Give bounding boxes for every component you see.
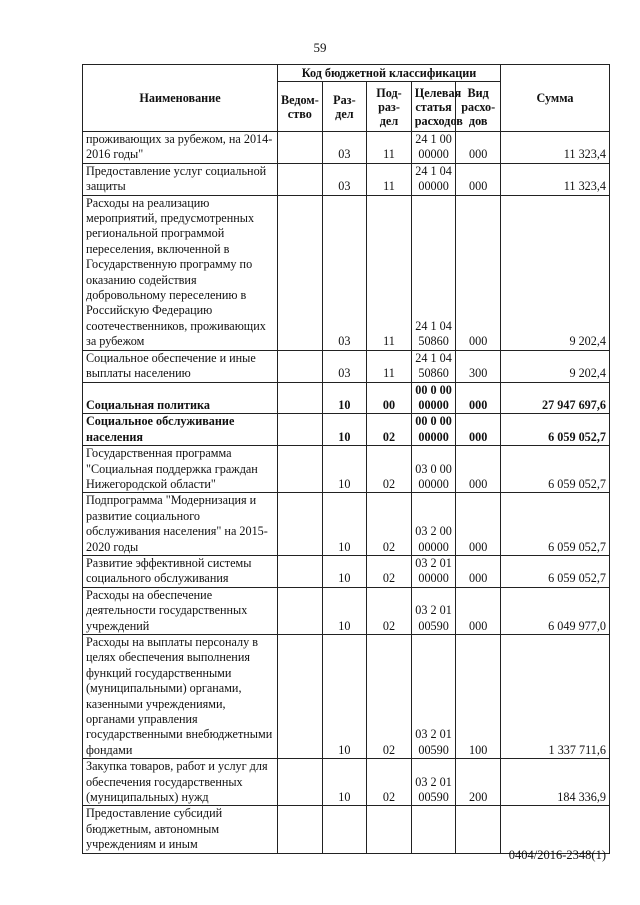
- cell-podrazdel: 02: [367, 493, 412, 556]
- cell-podrazdel: 11: [367, 350, 412, 382]
- cell-name: Социальное обслуживание населения: [83, 414, 278, 446]
- cell-target-article: 03 2 01 00590: [411, 635, 456, 759]
- cell-sum: 9 202,4: [501, 195, 610, 350]
- cell-name: Социальное обеспечение и иные выплаты населению: [83, 350, 278, 382]
- table-row: [83, 587, 610, 634]
- cell-vedomstvo: [278, 555, 323, 587]
- cell-expense-type: 300: [456, 350, 501, 382]
- cell-name: Предоставление услуг социальной защиты: [83, 163, 278, 195]
- cell-vedomstvo: [278, 493, 323, 556]
- cell-vedomstvo: [278, 806, 323, 853]
- cell-sum: 27 947 697,6: [501, 382, 610, 414]
- cell-sum: 184 336,9: [501, 759, 610, 806]
- cell-podrazdel: 00: [367, 382, 412, 414]
- cell-razdel: [322, 806, 367, 853]
- cell-expense-type: 000: [456, 163, 501, 195]
- cell-target-article: 03 2 01 00590: [411, 759, 456, 806]
- header-row-1: [83, 65, 610, 82]
- cell-sum: 11 323,4: [501, 163, 610, 195]
- header-sum: Сумма: [501, 65, 610, 132]
- cell-name: Предоставление субсидий бюджетным, автономным учреждениям и иным: [83, 806, 278, 853]
- cell-podrazdel: 11: [367, 132, 412, 164]
- cell-target-article: 03 2 01 00590: [411, 587, 456, 634]
- header-expense-type: Вид расхо-дов: [456, 82, 501, 132]
- table-row: [83, 195, 610, 350]
- cell-name: Закупка товаров, работ и услуг для обеспечения государственных (муниципальных) нужд: [83, 759, 278, 806]
- header-razdel: Раз-дел: [322, 82, 367, 132]
- cell-sum: 6 059 052,7: [501, 446, 610, 493]
- cell-target-article: 00 0 00 00000: [411, 414, 456, 446]
- cell-target-article: 00 0 00 00000: [411, 382, 456, 414]
- cell-sum: 6 049 977,0: [501, 587, 610, 634]
- cell-name: Расходы на реализацию мероприятий, предусмотренных региональной программой переселения, включенной в Государственную программу по оказанию содействия добровольному переселению в Российскую Федерацию соотечественников, проживающих за рубежом: [83, 195, 278, 350]
- cell-expense-type: 000: [456, 195, 501, 350]
- cell-sum: 6 059 052,7: [501, 414, 610, 446]
- cell-expense-type: 000: [456, 414, 501, 446]
- table-row: [83, 163, 610, 195]
- cell-vedomstvo: [278, 587, 323, 634]
- cell-name: Развитие эффективной системы социального обслуживания: [83, 555, 278, 587]
- cell-target-article: 24 1 04 50860: [411, 195, 456, 350]
- cell-razdel: 10: [322, 446, 367, 493]
- cell-target-article: [411, 806, 456, 853]
- cell-sum: 11 323,4: [501, 132, 610, 164]
- cell-vedomstvo: [278, 635, 323, 759]
- cell-name: Расходы на выплаты персоналу в целях обеспечения выполнения функций государственными (муниципальными) органами, казенными учреждениями, органами управления государственными внебюджетными фондами: [83, 635, 278, 759]
- cell-vedomstvo: [278, 195, 323, 350]
- cell-sum: [501, 806, 610, 853]
- cell-podrazdel: 02: [367, 635, 412, 759]
- cell-target-article: 03 0 00 00000: [411, 446, 456, 493]
- cell-razdel: 10: [322, 555, 367, 587]
- table-row: [83, 382, 610, 414]
- cell-name: Подпрограмма "Модернизация и развитие социального обслуживания населения" на 2015-2020 годы: [83, 493, 278, 556]
- cell-razdel: 10: [322, 493, 367, 556]
- cell-target-article: 03 2 00 00000: [411, 493, 456, 556]
- cell-vedomstvo: [278, 759, 323, 806]
- header-target-article: Целевая статья расходов: [411, 82, 456, 132]
- cell-expense-type: 000: [456, 493, 501, 556]
- cell-razdel: 10: [322, 587, 367, 634]
- cell-podrazdel: 02: [367, 587, 412, 634]
- cell-razdel: 03: [322, 350, 367, 382]
- cell-podrazdel: 11: [367, 163, 412, 195]
- cell-podrazdel: 02: [367, 446, 412, 493]
- table-row: [83, 446, 610, 493]
- cell-sum: 6 059 052,7: [501, 493, 610, 556]
- page-number: 59: [313, 40, 327, 55]
- table-row: [83, 759, 610, 806]
- cell-podrazdel: [367, 806, 412, 853]
- cell-vedomstvo: [278, 414, 323, 446]
- document-code: 0404/2016-2348(1): [508, 848, 606, 862]
- cell-expense-type: 100: [456, 635, 501, 759]
- cell-vedomstvo: [278, 446, 323, 493]
- budget-table: [82, 64, 610, 854]
- header-vedomstvo: Ведом-ство: [278, 82, 323, 132]
- cell-sum: 1 337 711,6: [501, 635, 610, 759]
- cell-target-article: 24 1 00 00000: [411, 132, 456, 164]
- cell-razdel: 10: [322, 635, 367, 759]
- cell-expense-type: 000: [456, 587, 501, 634]
- table-row: [83, 555, 610, 587]
- cell-sum: 6 059 052,7: [501, 555, 610, 587]
- header-classification-group: Код бюджетной классификации: [278, 65, 501, 82]
- cell-target-article: 24 1 04 50860: [411, 350, 456, 382]
- header-name: Наименование: [83, 65, 278, 132]
- cell-target-article: 24 1 04 00000: [411, 163, 456, 195]
- cell-name: Государственная программа "Социальная поддержка граждан Нижегородской области": [83, 446, 278, 493]
- cell-name: проживающих за рубежом, на 2014-2016 годы": [83, 132, 278, 164]
- cell-expense-type: [456, 806, 501, 853]
- cell-vedomstvo: [278, 350, 323, 382]
- cell-expense-type: 000: [456, 446, 501, 493]
- cell-razdel: 10: [322, 382, 367, 414]
- table-row: [83, 132, 610, 164]
- cell-name: Расходы на обеспечение деятельности государственных учреждений: [83, 587, 278, 634]
- table-row: [83, 806, 610, 853]
- cell-expense-type: 000: [456, 132, 501, 164]
- cell-razdel: 10: [322, 414, 367, 446]
- cell-razdel: 10: [322, 759, 367, 806]
- table-body: [83, 132, 610, 854]
- table-row: [83, 635, 610, 759]
- cell-podrazdel: 02: [367, 555, 412, 587]
- cell-podrazdel: 02: [367, 414, 412, 446]
- cell-expense-type: 000: [456, 382, 501, 414]
- table-row: [83, 493, 610, 556]
- cell-vedomstvo: [278, 163, 323, 195]
- cell-podrazdel: 02: [367, 759, 412, 806]
- cell-razdel: 03: [322, 163, 367, 195]
- cell-expense-type: 200: [456, 759, 501, 806]
- cell-vedomstvo: [278, 132, 323, 164]
- cell-razdel: 03: [322, 132, 367, 164]
- cell-vedomstvo: [278, 382, 323, 414]
- cell-target-article: 03 2 01 00000: [411, 555, 456, 587]
- cell-expense-type: 000: [456, 555, 501, 587]
- cell-sum: 9 202,4: [501, 350, 610, 382]
- table-row: [83, 350, 610, 382]
- cell-name: Социальная политика: [83, 382, 278, 414]
- header-podrazdel: Под-раз-дел: [367, 82, 412, 132]
- cell-podrazdel: 11: [367, 195, 412, 350]
- cell-razdel: 03: [322, 195, 367, 350]
- table-row: [83, 414, 610, 446]
